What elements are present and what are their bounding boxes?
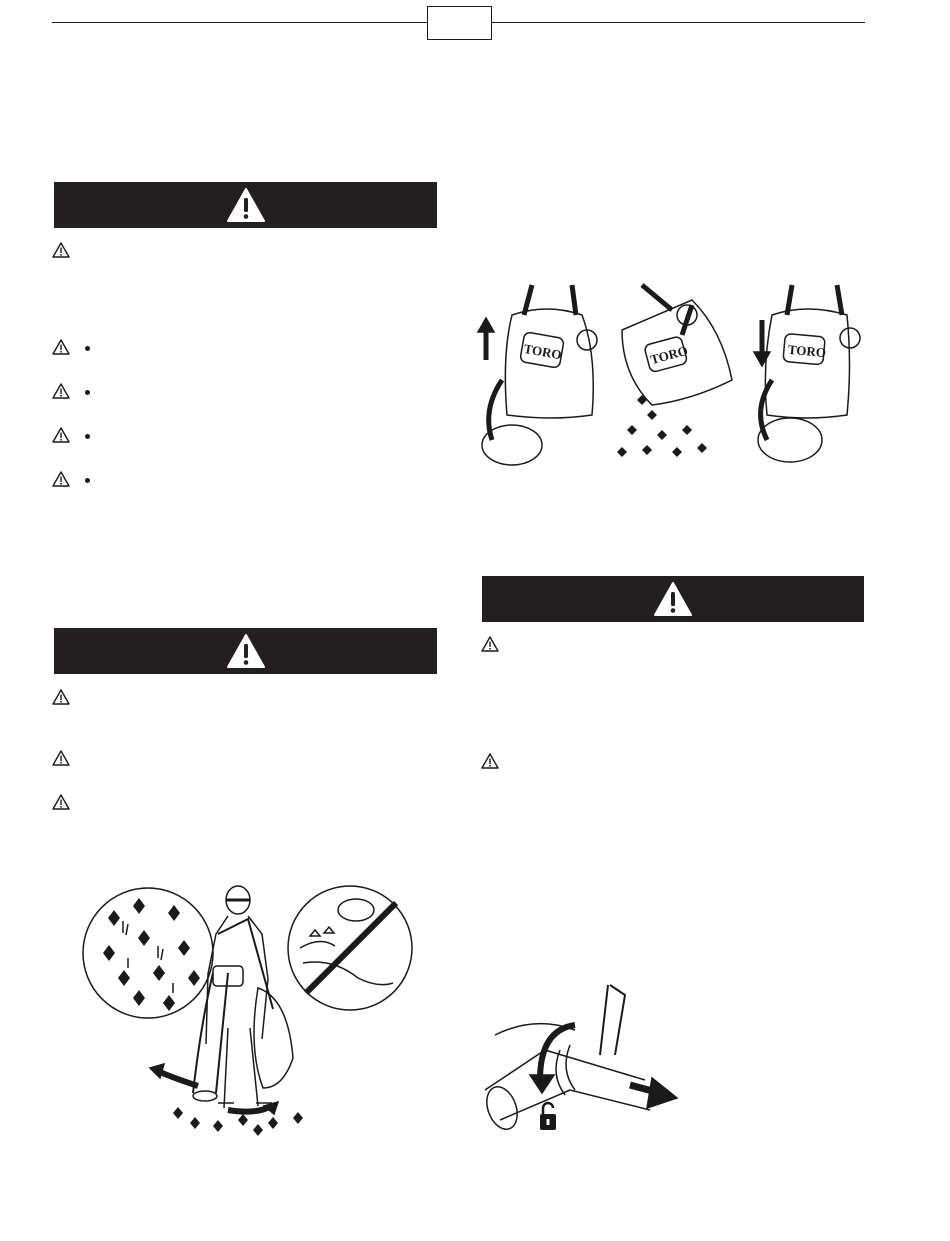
warning-triangle-icon bbox=[52, 242, 70, 258]
toro-logo-1: TORO bbox=[522, 340, 563, 363]
warning-banner-1 bbox=[54, 182, 437, 228]
warning-triangle-icon bbox=[481, 753, 499, 769]
warning-triangle-icon bbox=[52, 689, 70, 705]
header-rule-left bbox=[52, 22, 427, 23]
page-number-box bbox=[427, 6, 492, 40]
unlock-icon bbox=[540, 1103, 556, 1130]
warning-banner-2 bbox=[54, 628, 437, 674]
header-rule-right bbox=[492, 22, 865, 23]
warning-triangle-icon bbox=[52, 750, 70, 766]
warning-triangle-icon bbox=[52, 339, 70, 355]
warning-triangle-icon bbox=[52, 794, 70, 810]
bag-emptying-illustration bbox=[472, 280, 872, 470]
warning-triangle-icon bbox=[52, 383, 70, 399]
bullet bbox=[85, 390, 90, 395]
warning-banner-3 bbox=[482, 576, 864, 622]
warning-triangle-icon bbox=[226, 187, 266, 223]
tube-unlock-illustration bbox=[480, 980, 680, 1140]
warning-triangle-icon bbox=[481, 636, 499, 652]
bullet bbox=[85, 478, 90, 483]
bullet bbox=[85, 434, 90, 439]
toro-logo-3: TORO bbox=[787, 341, 827, 361]
operator-vacuum-illustration bbox=[78, 878, 418, 1138]
bullet bbox=[85, 346, 90, 351]
warning-triangle-icon bbox=[52, 471, 70, 487]
warning-triangle-icon bbox=[226, 633, 266, 669]
warning-triangle-icon bbox=[653, 581, 693, 617]
toro-logo-2: TORO bbox=[648, 342, 690, 368]
warning-triangle-icon bbox=[52, 427, 70, 443]
